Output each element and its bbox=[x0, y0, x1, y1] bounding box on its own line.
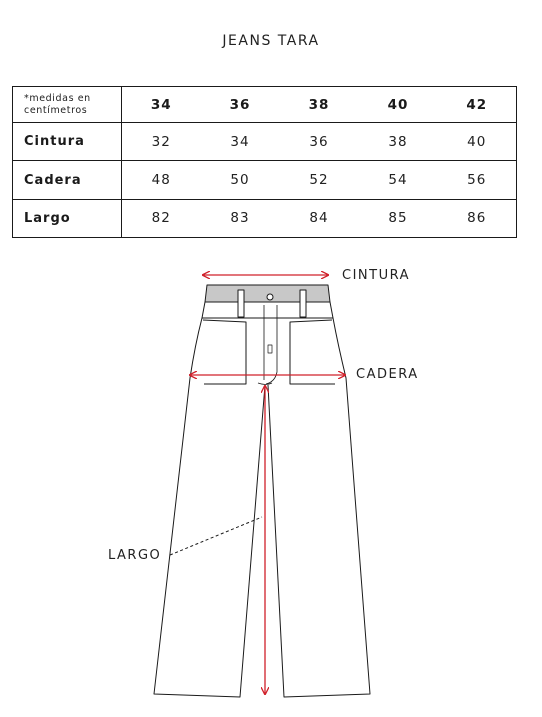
table-cell: 85 bbox=[388, 210, 408, 227]
table-cell: 82 bbox=[151, 210, 171, 227]
table-cell: 52 bbox=[280, 161, 359, 199]
cintura-label: CINTURA bbox=[342, 268, 410, 283]
size-header-34: 34 bbox=[122, 87, 201, 123]
table-cell: 38 bbox=[359, 123, 438, 161]
table-cell: 48 bbox=[122, 161, 201, 199]
jeans-outline bbox=[154, 285, 370, 697]
table-cell: 56 bbox=[438, 161, 517, 199]
cadera-label: CADERA bbox=[356, 367, 419, 382]
row-label-cadera: Cadera bbox=[13, 161, 122, 199]
size-header-36: 36 bbox=[201, 87, 280, 123]
size-header-40: 40 bbox=[359, 87, 438, 123]
table-cell: 32 bbox=[122, 123, 201, 161]
largo-leader-line bbox=[170, 517, 262, 555]
page-title: JEANS TARA bbox=[222, 33, 320, 49]
table-cell: 86 bbox=[467, 210, 487, 227]
row-label-cintura: Cintura bbox=[13, 123, 122, 161]
table-cell: 36 bbox=[280, 123, 359, 161]
measurement-arrows bbox=[190, 275, 345, 694]
units-note: *medidas en centímetros bbox=[13, 87, 122, 123]
table-cell: 50 bbox=[201, 161, 280, 199]
row-label-largo: Largo bbox=[13, 199, 122, 237]
button bbox=[267, 294, 273, 300]
size-header-42: 42 bbox=[438, 87, 517, 123]
table-cell: 40 bbox=[438, 123, 517, 161]
waistband bbox=[205, 285, 330, 302]
table-cell: 54 bbox=[359, 161, 438, 199]
table-cell: 83 bbox=[230, 210, 250, 227]
size-header-38: 38 bbox=[280, 87, 359, 123]
table-cell: 84 bbox=[309, 210, 329, 227]
table-cell: 34 bbox=[201, 123, 280, 161]
largo-label: LARGO bbox=[108, 548, 162, 563]
